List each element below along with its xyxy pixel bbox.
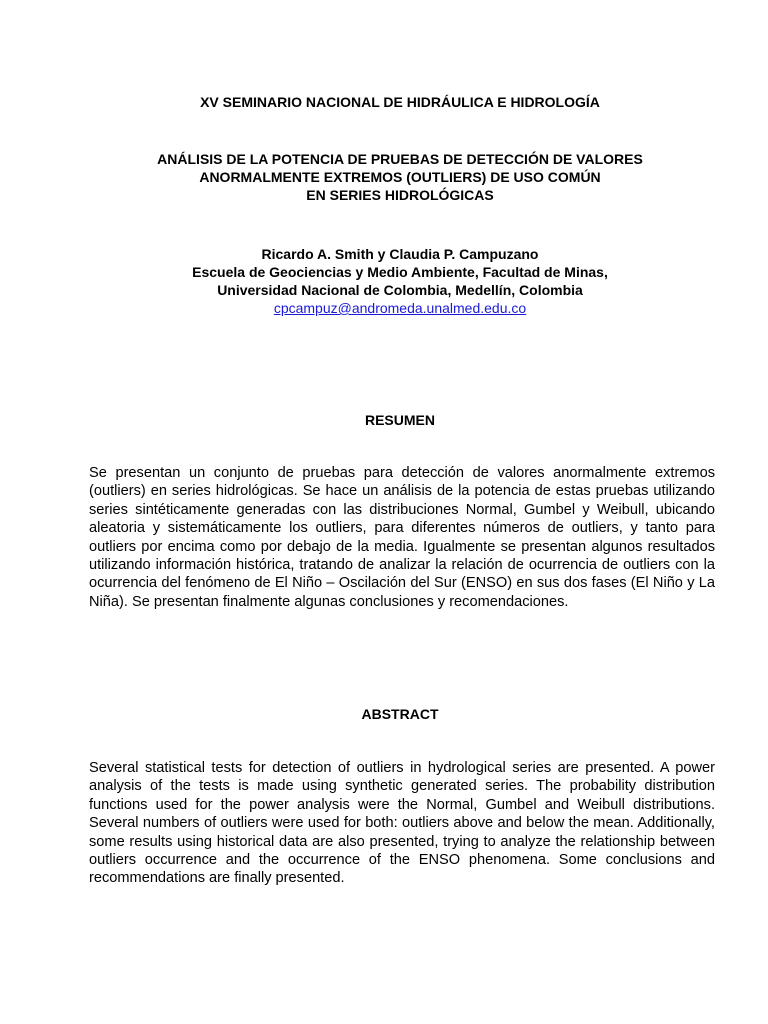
author-block: [60, 245, 740, 317]
abstract-paragraph: Several statistical tests for detection of outliers in hydrological series are presented. A power analysis of the tests is made using synthetic generated series. The probability distribution functions used for the power analysis were the Normal, Gumbel and Weibull distributions. Several numbers of outliers were used for both: outliers above and below the mean. Additionally, some results using historical data are also presented, trying to analyze the relationship between outliers occurrence and the occurrence of the ENSO phenomena. Some conclusions and recommendations are finally presented.: [89, 760, 715, 887]
author-names: Ricardo A. Smith y Claudia P. Campuzano: [261, 246, 539, 262]
email-line: [60, 299, 740, 317]
paper-title-line-1: ANÁLISIS DE LA POTENCIA DE PRUEBAS DE DETECCIÓN DE VALORES: [157, 151, 643, 167]
affiliation-line-2: Universidad Nacional de Colombia, Medellín, Colombia: [217, 282, 583, 298]
author-email-link[interactable]: cpcampuz@andromeda.unalmed.edu.co: [273, 300, 527, 316]
paper-title: [60, 150, 740, 204]
affiliation-line-1: Escuela de Geociencias y Medio Ambiente, Facultad de Minas,: [192, 264, 608, 280]
paper-title-line-3: EN SERIES HIDROLÓGICAS: [306, 187, 494, 203]
paper-title-line-2: ANORMALMENTE EXTREMOS (OUTLIERS) DE USO COMÚN: [199, 169, 601, 185]
resumen-paragraph: Se presentan un conjunto de pruebas para detección de valores anormalmente extremos (outliers) en series hidrológicas. Se hace un análisis de la potencia de estas pruebas utilizando series sintéticamente generadas con las distribuciones Normal, Gumbel y Weibull, ubicando aleatoria y sistemáticamente los outliers, para diferentes números de outliers, y tanto para outliers por encima como por debajo de la media. Igualmente se presentan algunos resultados utilizando información histórica, tratando de analizar la relación de ocurrencia de outliers con la ocurrencia del fenómeno de El Niño – Oscilación del Sur (ENSO) en sus dos fases (El Niño y La Niña). Se presentan finalmente algunas conclusiones y recomendaciones.: [89, 465, 715, 610]
seminar-header: [60, 93, 740, 111]
seminar-title: XV SEMINARIO NACIONAL DE HIDRÁULICA E HIDROLOGÍA: [200, 94, 600, 110]
resumen-heading: RESUMEN: [364, 412, 435, 428]
abstract-heading: ABSTRACT: [361, 706, 439, 722]
